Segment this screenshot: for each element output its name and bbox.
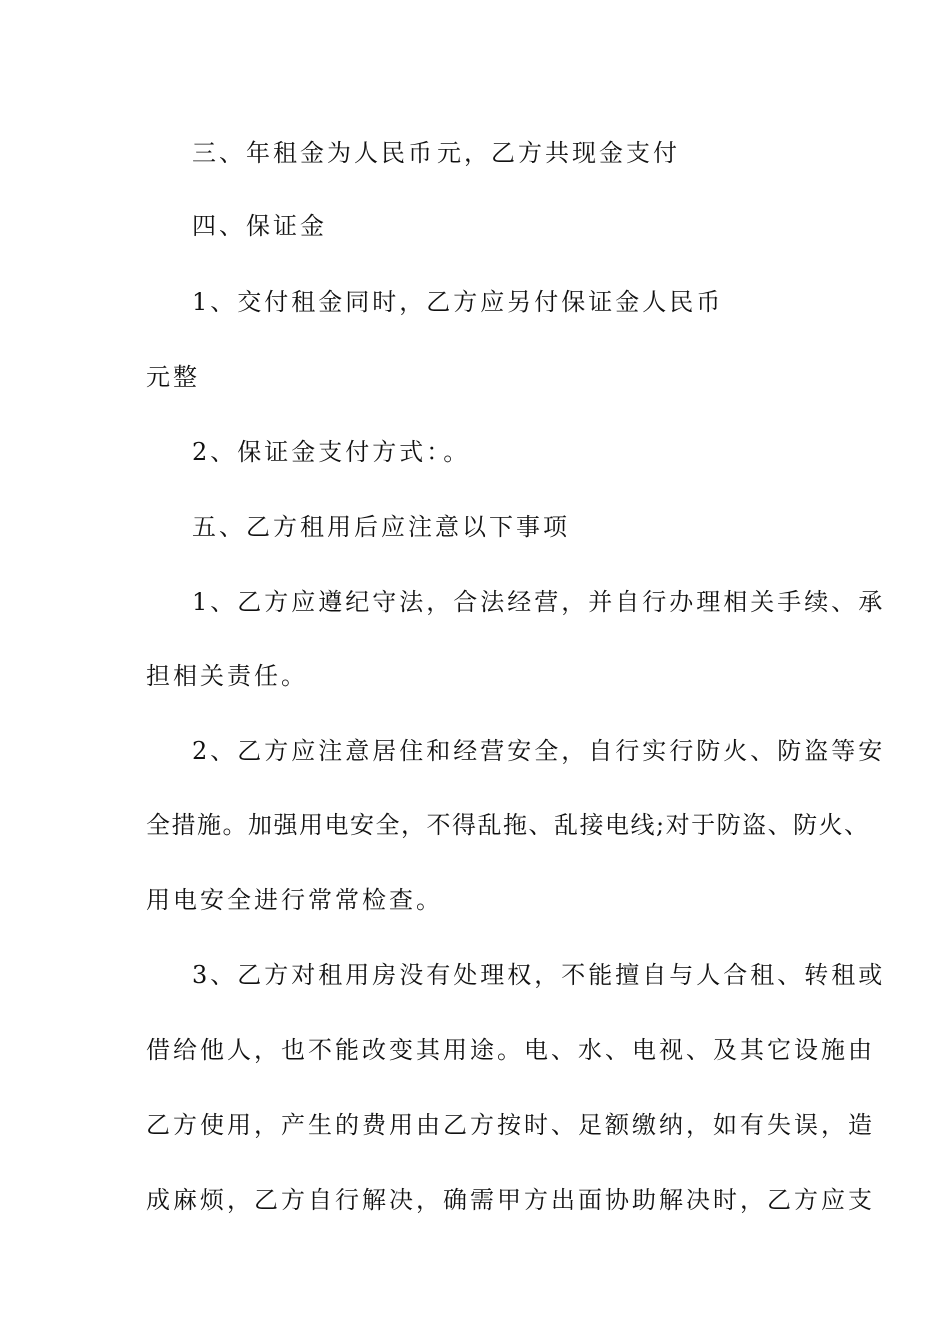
text-segment: 四、保证金 bbox=[192, 212, 327, 240]
text-segment: 五、乙方租用后应注意以下事项 bbox=[192, 513, 570, 541]
text-line bbox=[0, 880, 950, 920]
text-line bbox=[0, 582, 950, 622]
text-line bbox=[0, 955, 950, 995]
text-line bbox=[0, 656, 950, 696]
text-line bbox=[0, 282, 950, 322]
text-line bbox=[0, 133, 950, 173]
text-segment: 2、乙方应注意居住和经营安全，自行实行防火、防盗等安 bbox=[192, 737, 886, 765]
text-segment: 借给他人，也不能改变其用途。电、水、电视、及其它设施由 bbox=[146, 1036, 875, 1064]
text-segment: 三、年租金为人民币 bbox=[192, 139, 435, 167]
text-line bbox=[0, 357, 950, 397]
text-line bbox=[0, 805, 950, 845]
text-line bbox=[0, 1105, 950, 1145]
text-line bbox=[0, 1180, 950, 1220]
text-segment: 全措施。加强用电安全，不得乱拖、乱接电线;对于防盗、防火、 bbox=[146, 811, 870, 839]
text-segment: 3、乙方对租用房没有处理权，不能擅自与人合租、转租或 bbox=[192, 961, 886, 989]
section-heading bbox=[0, 507, 950, 547]
text-segment: 元，乙方共现金支付 bbox=[437, 139, 680, 167]
text-segment: 用电安全进行常常检查。 bbox=[146, 886, 443, 914]
text-line bbox=[0, 1030, 950, 1070]
text-segment: 1、乙方应遵纪守法，合法经营，并自行办理相关手续、承 bbox=[192, 588, 886, 616]
text-segment: 2、保证金支付方式： bbox=[192, 438, 442, 466]
text-segment: 担相关责任。 bbox=[146, 662, 308, 690]
text-segment: 乙方使用，产生的费用由乙方按时、足额缴纳，如有失误，造 bbox=[146, 1111, 875, 1139]
text-segment: 成麻烦，乙方自行解决，确需甲方出面协助解决时，乙方应支 bbox=[146, 1186, 875, 1214]
text-segment: 1、交付租金同时，乙方应另付保证金人民币 bbox=[192, 288, 724, 316]
text-segment: 元整 bbox=[146, 363, 200, 391]
text-line bbox=[0, 432, 950, 472]
section-heading bbox=[0, 206, 950, 246]
text-segment: 。 bbox=[443, 438, 471, 466]
text-line bbox=[0, 731, 950, 771]
